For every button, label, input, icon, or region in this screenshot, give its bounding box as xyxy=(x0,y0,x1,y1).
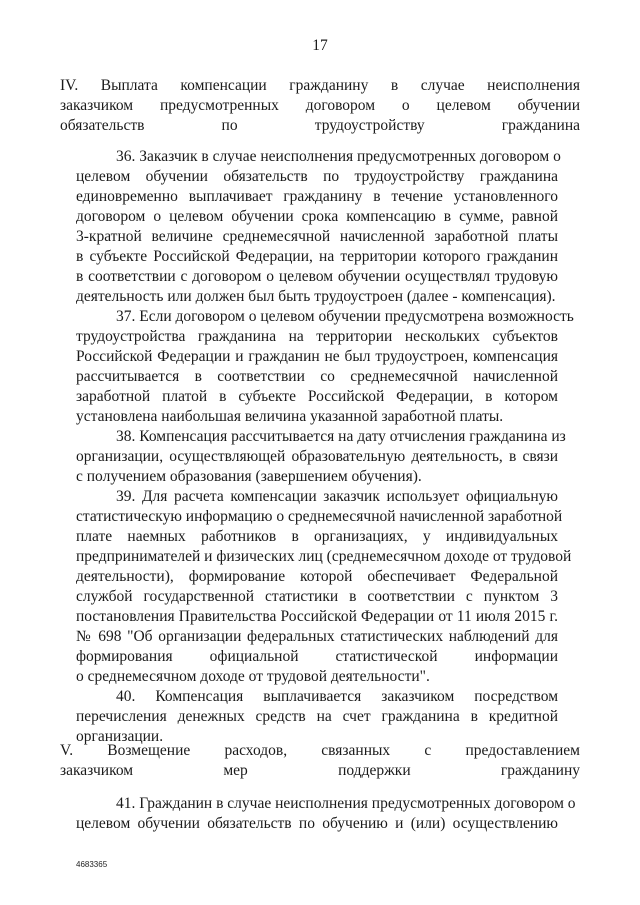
text-line: плате наемных работников в организациях, у индивидуальных xyxy=(76,528,558,545)
section-4-heading xyxy=(60,76,580,136)
text-line: договором о целевом обучении срока компенсацию в сумме, равной xyxy=(76,208,558,225)
text-line: постановления Правительства Российской Федерации от 11 июля 2015 г. xyxy=(76,608,558,625)
heading-line: заказчиком предусмотренных договором о целевом обучении xyxy=(60,97,580,114)
section-5-heading xyxy=(60,741,580,781)
text-line: статистическую информацию о среднемесячной начисленной заработной xyxy=(76,508,563,525)
section-5-body xyxy=(76,794,576,834)
heading-line: V. Возмещение расходов, связанных с предоставлением xyxy=(60,742,580,759)
text-line: целевом обучении обязательств по обучению и (или) осуществлению xyxy=(76,815,558,832)
text-line: 3-кратной величине среднемесячной начисленной заработной платы xyxy=(76,228,558,245)
paragraph-41 xyxy=(76,794,576,834)
paragraph-40 xyxy=(76,687,558,747)
text-line: трудоустройства гражданина на территории нескольких субъектов xyxy=(76,328,558,345)
text-line: организации. xyxy=(76,728,164,745)
text-line: организации, осуществляющей образовательную деятельность, в связи xyxy=(76,448,558,465)
heading-line: заказчиком мер поддержки гражданину xyxy=(60,762,580,779)
text-line: заработной платой в субъекте Российской Федерации, в котором xyxy=(76,388,558,405)
text-line: перечисления денежных средств на счет гражданина в кредитной xyxy=(76,708,558,725)
text-line: Российской Федерации и гражданин не был трудоустроен, компенсация xyxy=(76,348,558,365)
text-line: в субъекте Российской Федерации, на территории которого гражданин xyxy=(76,248,558,265)
text-line: деятельность или должен был быть трудоустроен (далее - компенсация). xyxy=(76,288,556,305)
text-line: целевом обучении обязательств по трудоустройству гражданина xyxy=(76,168,558,185)
text-line: предпринимателей и физических лиц (среднемесячном доходе от трудовой xyxy=(76,548,572,565)
text-line: 36. Заказчик в случае неисполнения предусмотренных договором о xyxy=(116,148,561,165)
document-code: 4683365 xyxy=(76,860,108,869)
paragraph-38 xyxy=(76,427,566,487)
text-line: рассчитывается в соответствии со среднемесячной начисленной xyxy=(76,368,558,385)
section-4-body xyxy=(76,147,574,747)
text-line: службой государственной статистики в соответствии с пунктом 3 xyxy=(76,588,558,605)
text-line: № 698 "Об организации федеральных статистических наблюдений для xyxy=(76,628,558,645)
text-line: деятельности), формирование которой обеспечивает Федеральной xyxy=(76,568,558,585)
text-line: 38. Компенсация рассчитывается на дату отчисления гражданина из xyxy=(116,428,566,445)
text-line: о среднемесячном доходе от трудовой деятельности". xyxy=(76,668,430,685)
text-line: 39. Для расчета компенсации заказчик использует официальную xyxy=(116,488,558,505)
page-number: 17 xyxy=(312,37,328,54)
text-line: формирования официальной статистической информации xyxy=(76,648,558,665)
paragraph-36 xyxy=(76,147,561,307)
heading-line: IV. Выплата компенсации гражданину в случае неисполнения xyxy=(60,77,580,94)
paragraph-39 xyxy=(76,487,572,687)
text-line: установлена наибольшая величина указанной заработной платы. xyxy=(76,408,504,425)
heading-line: обязательств по трудоустройству гражданина xyxy=(60,117,580,134)
text-line: 40. Компенсация выплачивается заказчиком посредством xyxy=(116,688,558,705)
paragraph-37 xyxy=(76,307,574,427)
text-line: 41. Гражданин в случае неисполнения предусмотренных договором о xyxy=(116,795,576,812)
text-line: единовременно выплачивает гражданину в течение установленного xyxy=(76,188,558,205)
text-line: с получением образования (завершением обучения). xyxy=(76,468,422,485)
text-line: в соответствии с договором о целевом обучении осуществлял трудовую xyxy=(76,268,558,285)
text-line: 37. Если договором о целевом обучении предусмотрена возможность xyxy=(116,308,574,325)
